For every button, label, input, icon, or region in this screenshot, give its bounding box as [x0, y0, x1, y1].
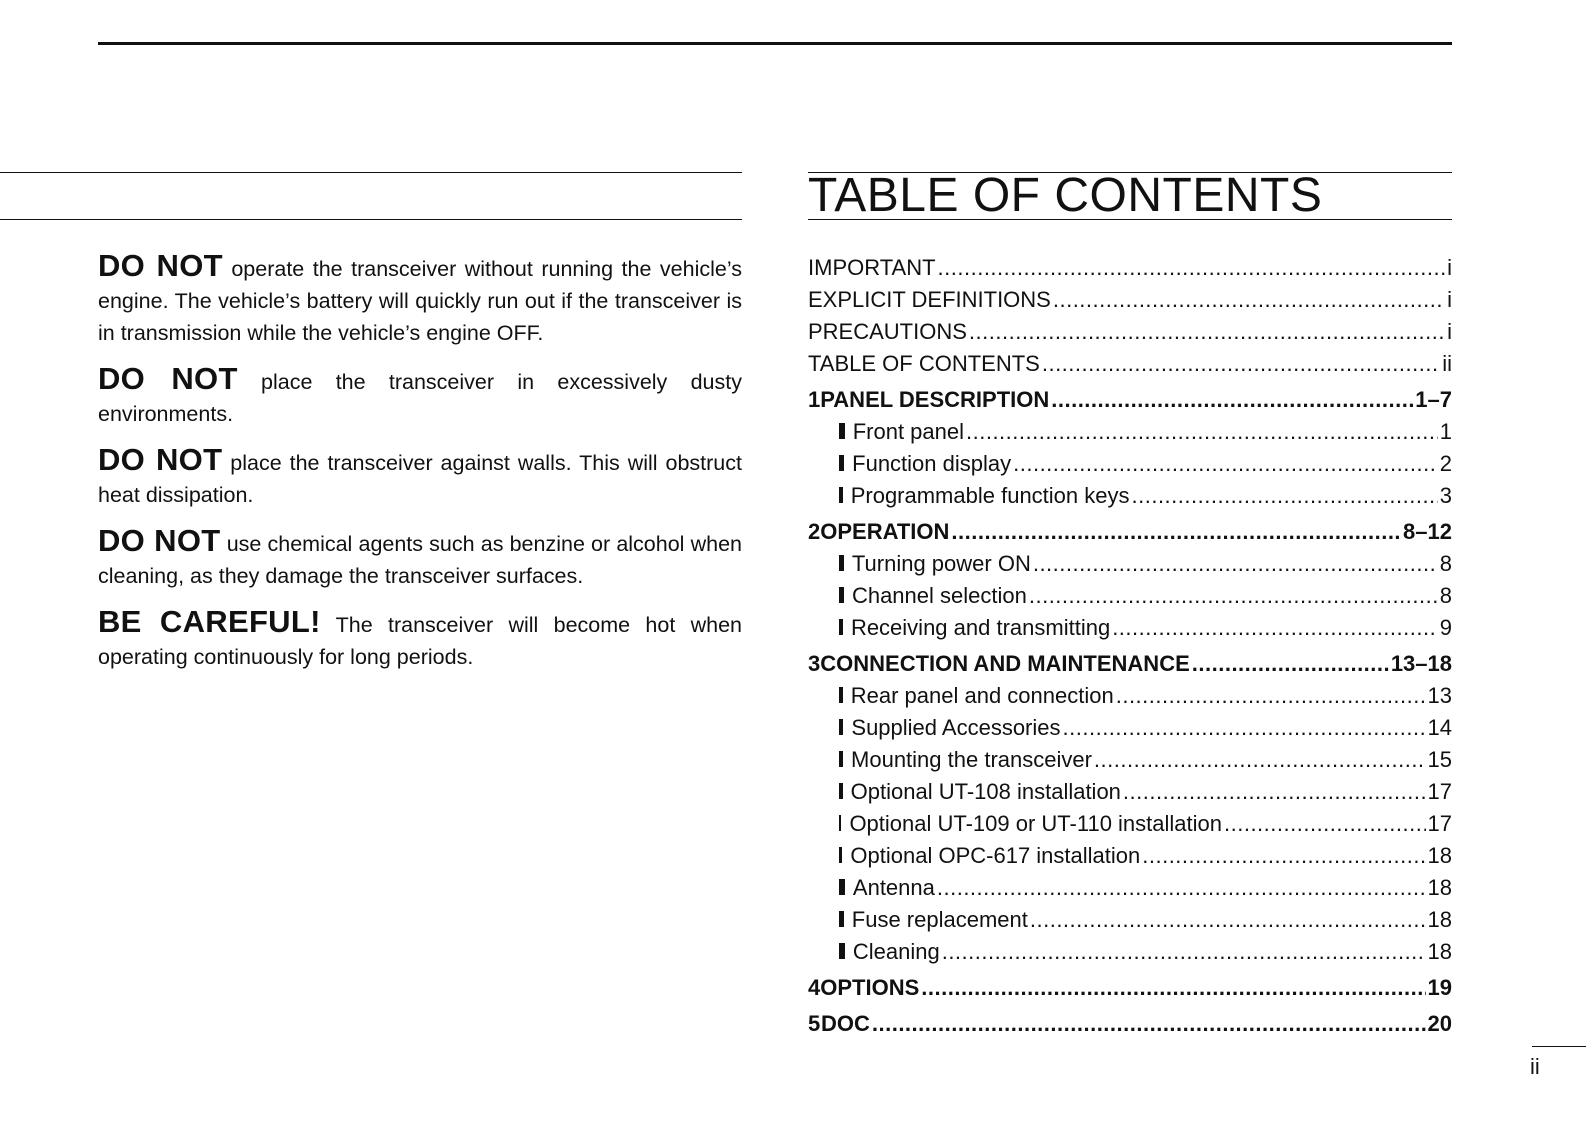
toc-leader [1112, 612, 1438, 644]
toc-chapter-title: PANEL DESCRIPTION [820, 387, 1050, 412]
toc-leader [1224, 808, 1426, 840]
toc-chapter[interactable] [808, 647, 1452, 680]
toc-entry-title: Fuse replacement [851, 907, 1028, 932]
square-bullet-icon [839, 487, 843, 503]
toc-leader [942, 936, 1426, 968]
toc-leader [1053, 284, 1445, 316]
toc-entry-page: i [1447, 319, 1452, 344]
toc-chapter[interactable] [808, 971, 1452, 1004]
toc-entry-page: 14 [1427, 715, 1452, 740]
toc-subentry[interactable] [808, 416, 1452, 448]
toc-chapter-title: DOC [820, 1011, 870, 1036]
toc-leader [872, 1007, 1426, 1040]
toc-entry-title: Receiving and transmitting [850, 615, 1111, 640]
toc-entry-page: 8 [1439, 551, 1452, 576]
toc-chapter-pages: 1–7 [1415, 387, 1452, 412]
toc-entry-page: i [1447, 287, 1452, 312]
toc-leader [1192, 647, 1389, 680]
toc-chapter-title: OPERATION [820, 519, 950, 544]
square-bullet-icon [839, 751, 843, 767]
square-bullet-icon [839, 687, 843, 703]
toc-entry[interactable] [808, 348, 1452, 380]
toc-chapter-number: 2 [808, 519, 821, 544]
left-header-rule-bottom [0, 219, 742, 220]
toc-leader [1051, 383, 1413, 416]
square-bullet-icon [839, 911, 844, 927]
toc-entry-title: Optional UT-109 or UT-110 installation [849, 811, 1222, 836]
toc-entry-page: 1 [1439, 419, 1452, 444]
caution-text: operate the transceiver without running the vehicle’s engine. The vehicle’s battery will quickly run out if the transceiver is in transmission while the vehicle’s engine OFF. [98, 257, 742, 345]
caution-text: use chemical agents such as benzine or alcohol when cleaning, as they damage the transceiver surfaces. [98, 532, 742, 588]
square-bullet-icon [839, 815, 841, 831]
toc-entry-title: Mounting the transceiver [851, 747, 1092, 772]
toc-chapter[interactable] [808, 515, 1452, 548]
toc-entry-page: 17 [1427, 811, 1452, 836]
toc-entry-title: Programmable function keys [850, 483, 1130, 508]
caution-label: BE CAREFUL! [98, 604, 321, 639]
toc-entry-title: Antenna [852, 875, 935, 900]
caution-text: The transceiver will become hot when operating continuously for long periods. [98, 613, 742, 669]
square-bullet-icon [839, 879, 845, 895]
toc-entry-page: 18 [1427, 875, 1452, 900]
toc-entry-title: Turning power ON [851, 551, 1031, 576]
caution-label: DO NOT [98, 361, 238, 396]
toc-leader [1033, 548, 1438, 580]
toc-entry-title: Rear panel and connection [850, 683, 1114, 708]
toc-entry-title: IMPORTANT [808, 255, 936, 280]
toc-title: TABLE OF CONTENTS [808, 169, 1323, 222]
toc-subentry[interactable] [808, 776, 1452, 808]
toc-leader [1042, 348, 1440, 380]
square-bullet-icon [839, 783, 843, 799]
toc-subentry[interactable] [808, 904, 1452, 936]
toc-entry-title: EXPLICIT DEFINITIONS [808, 287, 1051, 312]
toc-subentry[interactable] [808, 680, 1452, 712]
toc-entry-page: 8 [1439, 583, 1452, 608]
toc-entry-page: 15 [1427, 747, 1452, 772]
caution-text: place the transceiver in excessively dusty environments. [98, 370, 742, 426]
toc-entry-page: 9 [1439, 615, 1452, 640]
toc-chapter-number: 4 [808, 975, 821, 1000]
toc-entry-title: Optional UT-108 installation [850, 779, 1121, 804]
toc-entry-title: Optional OPC-617 installation [850, 843, 1141, 868]
toc-entry-page: ii [1442, 351, 1452, 376]
caution-item [98, 525, 742, 592]
toc-chapter-title: OPTIONS [820, 975, 920, 1000]
toc-leader [1116, 680, 1426, 712]
toc-subentry[interactable] [808, 808, 1452, 840]
toc-entry-page: 18 [1427, 843, 1452, 868]
toc-leader [1030, 904, 1426, 936]
toc-leader [1063, 712, 1426, 744]
toc-entry[interactable] [808, 284, 1452, 316]
toc-leader [937, 872, 1426, 904]
toc-leader [1142, 840, 1425, 872]
toc-subentry[interactable] [808, 480, 1452, 512]
square-bullet-icon [839, 455, 844, 471]
toc-leader [966, 416, 1438, 448]
toc-entry-title: Function display [852, 451, 1012, 476]
toc-subentry[interactable] [808, 840, 1452, 872]
toc-subentry[interactable] [808, 448, 1452, 480]
caution-text: place the transceiver against walls. This will obstruct heat dissipation. [98, 451, 742, 507]
toc-entry-title: Channel selection [851, 583, 1027, 608]
left-header-rule-top [0, 172, 742, 173]
toc-chapter-pages: 8–12 [1403, 519, 1452, 544]
toc-entry-page: 18 [1427, 907, 1452, 932]
toc-entry-page: 17 [1427, 779, 1452, 804]
square-bullet-icon [839, 423, 845, 439]
toc-subentry[interactable] [808, 712, 1452, 744]
toc-entry-page: 13 [1427, 683, 1452, 708]
caution-label: DO NOT [98, 442, 223, 477]
toc-entry-page: 3 [1439, 483, 1452, 508]
caution-list [98, 250, 742, 687]
toc-leader [1094, 744, 1426, 776]
square-bullet-icon [839, 555, 844, 571]
toc-entry[interactable] [808, 252, 1452, 284]
toc-entry-title: TABLE OF CONTENTS [808, 351, 1040, 376]
toc-entry-title: Front panel [852, 419, 964, 444]
toc-entry-page: 18 [1427, 939, 1452, 964]
page-number-rule [1532, 1046, 1586, 1047]
toc-subentry[interactable] [808, 744, 1452, 776]
toc-subentry[interactable] [808, 872, 1452, 904]
toc-chapter-pages: 13–18 [1390, 651, 1452, 676]
square-bullet-icon [839, 847, 842, 863]
toc-entry[interactable] [808, 316, 1452, 348]
caution-item [98, 250, 742, 349]
toc-entry-title: PRECAUTIONS [808, 319, 967, 344]
toc-chapter[interactable] [808, 383, 1452, 416]
square-bullet-icon [839, 619, 843, 635]
toc-chapter-number: 5 [808, 1011, 821, 1036]
toc-leader [921, 971, 1425, 1004]
toc-entry-page: 2 [1439, 451, 1452, 476]
toc-leader [938, 252, 1446, 284]
caution-item [98, 606, 742, 673]
caution-label: DO NOT [98, 248, 223, 283]
header-rule [98, 42, 1452, 45]
toc-chapter[interactable] [808, 1007, 1452, 1040]
toc-leader [969, 316, 1445, 348]
toc-leader [1123, 776, 1426, 808]
toc-subentry[interactable] [808, 580, 1452, 612]
toc-subentry[interactable] [808, 936, 1452, 968]
toc-leader [951, 515, 1401, 548]
caution-item [98, 444, 742, 511]
square-bullet-icon [839, 719, 843, 735]
caution-label: DO NOT [98, 523, 221, 558]
toc-chapter-number: 1 [808, 387, 821, 412]
toc-chapter-pages: 20 [1427, 1011, 1452, 1036]
page-number: ii [1530, 1054, 1540, 1079]
toc-subentry[interactable] [808, 548, 1452, 580]
toc-leader [1132, 480, 1438, 512]
toc-chapter-pages: 19 [1427, 975, 1452, 1000]
square-bullet-icon [839, 943, 845, 959]
toc-entry-title: Cleaning [852, 939, 940, 964]
toc-subentry[interactable] [808, 612, 1452, 644]
toc-list [808, 252, 1452, 1040]
caution-item [98, 363, 742, 430]
toc-chapter-title: CONNECTION AND MAINTENANCE [820, 651, 1190, 676]
toc-leader [1013, 448, 1438, 480]
toc-leader [1029, 580, 1438, 612]
toc-entry-page: i [1447, 255, 1452, 280]
toc-entry-title: Supplied Accessories [851, 715, 1061, 740]
square-bullet-icon [839, 587, 844, 603]
toc-chapter-number: 3 [808, 651, 821, 676]
